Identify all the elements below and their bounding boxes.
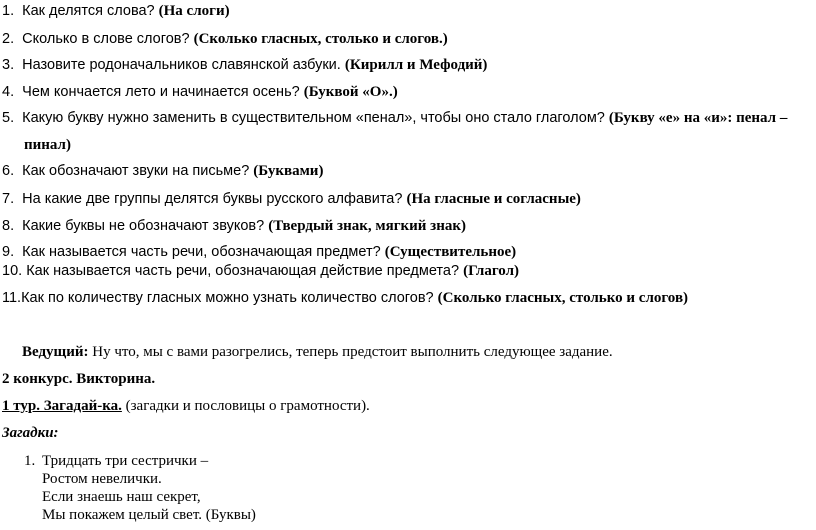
answer-text: (Сколько гласных, столько и слогов.) — [193, 31, 448, 47]
question-7 — [2, 191, 581, 208]
question-6 — [2, 163, 323, 180]
tour-text: (загадки и пословицы о грамотности). — [121, 398, 370, 414]
question-4 — [2, 84, 398, 101]
riddle-line: Если знаешь наш секрет, — [42, 489, 201, 505]
question-3 — [2, 57, 487, 74]
host-label: Ведущий: — [22, 344, 89, 360]
question-5 — [2, 110, 787, 127]
question-10 — [2, 263, 519, 280]
riddle-line: Мы покажем целый свет. (Буквы) — [42, 507, 256, 523]
question-text: Как делятся слова? — [22, 3, 159, 19]
question-text: Как называется часть речи, обозначающая действие предмета? — [26, 263, 464, 279]
question-1 — [2, 3, 230, 20]
answer-text: (На гласные и согласные) — [406, 191, 581, 207]
question-2 — [2, 31, 448, 48]
question-text: Сколько в слове слогов? — [22, 31, 194, 47]
question-text: Как обозначают звуки на письме? — [22, 163, 254, 179]
question-8 — [2, 218, 466, 235]
question-text: Какие буквы не обозначают звуков? — [22, 218, 269, 234]
riddle-line: Тридцать три сестрички – — [42, 453, 209, 469]
answer-text: (Буквами) — [253, 163, 324, 179]
question-number: 6. — [2, 163, 15, 179]
question-number: 4. — [2, 84, 15, 100]
tour-title: 1 тур. Загадай-ка. — [2, 398, 122, 414]
answer-continuation: пинал) — [24, 137, 71, 153]
answer-text: (Сколько гласных, столько и слогов) — [437, 290, 689, 306]
riddle-number: 1. — [24, 453, 36, 469]
question-text: Как называется часть речи, обозначающая предмет? — [22, 244, 385, 260]
question-number: 7. — [2, 191, 15, 207]
question-number: 11. — [2, 290, 22, 306]
question-text: Как по количеству гласных можно узнать количество слогов? — [21, 290, 438, 306]
answer-text: (Кирилл и Мефодий) — [344, 57, 488, 73]
question-number: 2. — [2, 31, 15, 47]
question-9 — [2, 244, 516, 261]
question-11 — [2, 290, 688, 307]
answer-text: (Букву «е» на «и»: пенал – — [608, 110, 788, 126]
answer-text: (Глагол) — [463, 263, 519, 279]
contest-heading: 2 конкурс. Викторина. — [2, 371, 156, 387]
answer-text: (Твердый знак, мягкий знак) — [268, 218, 466, 234]
question-text: На какие две группы делятся буквы русского алфавита? — [22, 191, 407, 207]
host-line — [22, 344, 613, 361]
question-text: Назовите родоначальников славянской азбуки. — [22, 57, 345, 73]
question-number: 1. — [2, 3, 15, 19]
answer-text: (Буквой «О».) — [303, 84, 398, 100]
riddle-line: Ростом невелички. — [42, 471, 162, 487]
tour-line — [2, 398, 370, 415]
riddles-heading: Загадки: — [2, 425, 59, 441]
question-text: Какую букву нужно заменить в существительном «пенал», чтобы оно стало глаголом? — [22, 110, 609, 126]
answer-text: (На слоги) — [158, 3, 230, 19]
host-text: Ну что, мы с вами разогрелись, теперь предстоит выполнить следующее задание. — [88, 344, 613, 360]
question-number: 9. — [2, 244, 15, 260]
question-number: 5. — [2, 110, 15, 126]
question-text: Чем кончается лето и начинается осень? — [22, 84, 304, 100]
question-number: 3. — [2, 57, 15, 73]
answer-text: (Существительное) — [384, 244, 517, 260]
question-number: 8. — [2, 218, 15, 234]
question-number: 10. — [2, 263, 23, 279]
